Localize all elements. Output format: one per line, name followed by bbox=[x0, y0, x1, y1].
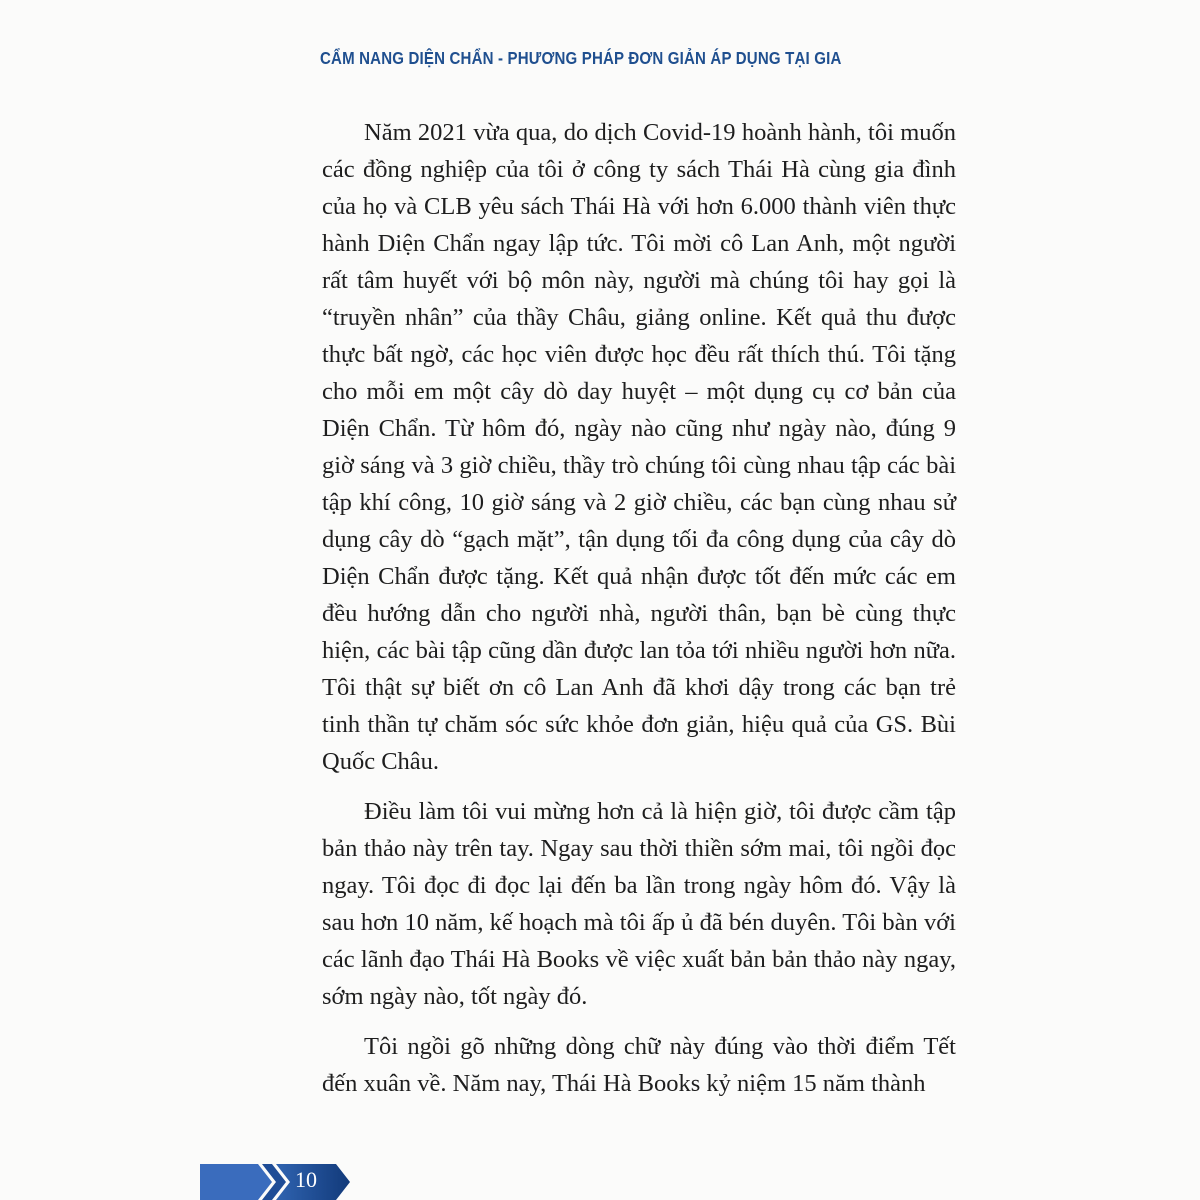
running-header: CẨM NANG DIỆN CHẨN - PHƯƠNG PHÁP ĐƠN GIẢN ÁP DỤNG TẠI GIA bbox=[320, 48, 842, 68]
paragraph-1: Năm 2021 vừa qua, do dịch Covid-19 hoành hành, tôi muốn các đồng nghiệp của tôi ở công ty sách Thái Hà cùng gia đình của họ và CLB yêu sách Thái Hà với hơn 6.000 thành viên thực hành Diện Chẩn ngay lập tức. Tôi mời cô Lan Anh, một người rất tâm huyết với bộ môn này, người mà chúng tôi hay gọi là “truyền nhân” của thầy Châu, giảng online. Kết quả thu được thực bất ngờ, các học viên được học đều rất thích thú. Tôi tặng cho mỗi em một cây dò day huyệt – một dụng cụ cơ bản của Diện Chẩn. Từ hôm đó, ngày nào cũng như ngày nào, đúng 9 giờ sáng và 3 giờ chiều, thầy trò chúng tôi cùng nhau tập các bài tập khí công, 10 giờ sáng và 2 giờ chiều, các bạn cùng nhau sử dụng cây dò “gạch mặt”, tận dụng tối đa công dụng của cây dò Diện Chẩn được tặng. Kết quả nhận được tốt đến mức các em đều hướng dẫn cho người nhà, người thân, bạn bè cùng thực hiện, các bài tập cũng dần được lan tỏa tới nhiều người hơn nữa. Tôi thật sự biết ơn cô Lan Anh đã khơi dậy trong các bạn trẻ tinh thần tự chăm sóc sức khỏe đơn giản, hiệu quả của GS. Bùi Quốc Châu. bbox=[322, 119, 956, 775]
page-number-tab bbox=[200, 1164, 350, 1200]
paragraph-3: Tôi ngồi gõ những dòng chữ này đúng vào thời điểm Tết đến xuân về. Năm nay, Thái Hà Books kỷ niệm 15 năm thành bbox=[322, 1033, 956, 1097]
page-number: 10 bbox=[295, 1167, 317, 1192]
chevron-tab-icon bbox=[200, 1164, 350, 1200]
body-text bbox=[322, 114, 956, 1115]
paragraph-2: Điều làm tôi vui mừng hơn cả là hiện giờ, tôi được cầm tập bản thảo này trên tay. Ngay sau thời thiền sớm mai, tôi ngồi đọc ngay. Tôi đọc đi đọc lại đến ba lần trong ngày hôm đó. Vậy là sau hơn 10 năm, kế hoạch mà tôi ấp ủ đã bén duyên. Tôi bàn với các lãnh đạo Thái Hà Books về việc xuất bản bản thảo này ngay, sớm ngày nào, tốt ngày đó. bbox=[322, 798, 956, 1010]
